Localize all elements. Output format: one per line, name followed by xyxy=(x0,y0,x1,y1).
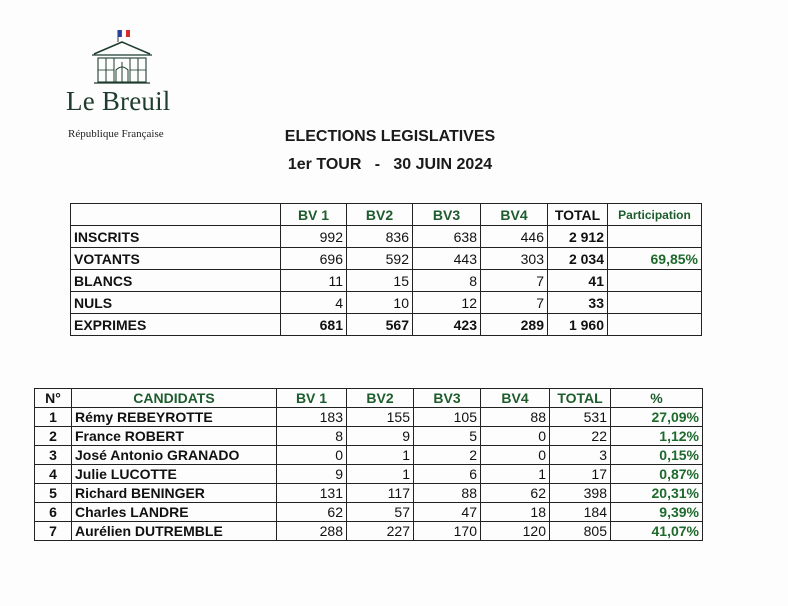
logo-subtitle: République Française xyxy=(68,128,164,140)
cell-candidate-name: Richard BENINGER xyxy=(72,484,277,503)
cell-bv1: 992 xyxy=(281,226,347,248)
cell-participation xyxy=(608,270,702,292)
cell-bv3: 8 xyxy=(413,270,481,292)
cell-bv3: 12 xyxy=(413,292,481,314)
cell-bv2: 567 xyxy=(347,314,413,336)
cell-percent: 0,87% xyxy=(611,465,703,484)
table-row xyxy=(35,427,703,446)
cell-total: 17 xyxy=(550,465,611,484)
header-percent: % xyxy=(611,389,703,408)
cell-total: 531 xyxy=(550,408,611,427)
cell-bv3: 88 xyxy=(414,484,481,503)
cell-bv2: 1 xyxy=(347,465,414,484)
header-blank-cell xyxy=(71,204,281,226)
cell-number: 4 xyxy=(35,465,72,484)
cell-bv1: 681 xyxy=(281,314,347,336)
row-label: EXPRIMES xyxy=(71,314,281,336)
header-number: N° xyxy=(35,389,72,408)
cell-bv4: 88 xyxy=(481,408,550,427)
cell-bv2: 10 xyxy=(347,292,413,314)
cell-percent: 1,12% xyxy=(611,427,703,446)
header-total: TOTAL xyxy=(550,389,611,408)
header-bv2: BV2 xyxy=(347,204,413,226)
cell-percent: 27,09% xyxy=(611,408,703,427)
table-row xyxy=(35,484,703,503)
cell-bv1: 11 xyxy=(281,270,347,292)
cell-number: 5 xyxy=(35,484,72,503)
participation-header-row xyxy=(71,204,702,226)
cell-bv3: 6 xyxy=(414,465,481,484)
cell-number: 2 xyxy=(35,427,72,446)
cell-bv2: 9 xyxy=(347,427,414,446)
table-row xyxy=(71,248,702,270)
cell-bv3: 638 xyxy=(413,226,481,248)
cell-bv1: 696 xyxy=(281,248,347,270)
cell-total: 398 xyxy=(550,484,611,503)
candidates-table xyxy=(34,388,703,541)
cell-bv3: 2 xyxy=(414,446,481,465)
cell-percent: 41,07% xyxy=(611,522,703,541)
header-total: TOTAL xyxy=(548,204,608,226)
cell-bv1: 9 xyxy=(277,465,347,484)
cell-bv1: 131 xyxy=(277,484,347,503)
table-row xyxy=(71,226,702,248)
cell-total: 2 034 xyxy=(548,248,608,270)
cell-bv3: 47 xyxy=(414,503,481,522)
cell-total: 1 960 xyxy=(548,314,608,336)
cell-bv1: 288 xyxy=(277,522,347,541)
cell-candidate-name: France ROBERT xyxy=(72,427,277,446)
cell-bv2: 592 xyxy=(347,248,413,270)
cell-bv2: 227 xyxy=(347,522,414,541)
cell-bv4: 289 xyxy=(481,314,548,336)
page-subtitle: 1er TOUR - 30 JUIN 2024 xyxy=(287,156,493,173)
cell-bv3: 105 xyxy=(414,408,481,427)
cell-percent: 9,39% xyxy=(611,503,703,522)
cell-bv2: 15 xyxy=(347,270,413,292)
cell-percent: 20,31% xyxy=(611,484,703,503)
cell-number: 3 xyxy=(35,446,72,465)
cell-bv4: 303 xyxy=(481,248,548,270)
table-row xyxy=(71,314,702,336)
cell-candidate-name: Rémy REBEYROTTE xyxy=(72,408,277,427)
table-row xyxy=(35,503,703,522)
cell-participation xyxy=(608,226,702,248)
table-row xyxy=(35,522,703,541)
cell-bv2: 117 xyxy=(347,484,414,503)
header-bv4: BV4 xyxy=(481,204,548,226)
cell-participation: 69,85% xyxy=(608,248,702,270)
cell-bv2: 1 xyxy=(347,446,414,465)
page-title: ELECTIONS LEGISLATIVES xyxy=(284,128,496,145)
cell-bv1: 183 xyxy=(277,408,347,427)
cell-bv4: 7 xyxy=(481,270,548,292)
header-bv3: BV3 xyxy=(414,389,481,408)
header-participation: Participation xyxy=(608,204,702,226)
participation-table xyxy=(70,203,702,336)
cell-bv4: 120 xyxy=(481,522,550,541)
header-candidates: CANDIDATS xyxy=(72,389,277,408)
cell-bv4: 7 xyxy=(481,292,548,314)
cell-bv1: 4 xyxy=(281,292,347,314)
cell-total: 3 xyxy=(550,446,611,465)
cell-number: 7 xyxy=(35,522,72,541)
header-bv2: BV2 xyxy=(347,389,414,408)
cell-bv2: 57 xyxy=(347,503,414,522)
cell-total: 41 xyxy=(548,270,608,292)
cell-bv2: 155 xyxy=(347,408,414,427)
row-label: NULS xyxy=(71,292,281,314)
cell-bv1: 8 xyxy=(277,427,347,446)
cell-bv4: 18 xyxy=(481,503,550,522)
cell-total: 33 xyxy=(548,292,608,314)
cell-percent: 0,15% xyxy=(611,446,703,465)
cell-candidate-name: José Antonio GRANADO xyxy=(72,446,277,465)
row-label: VOTANTS xyxy=(71,248,281,270)
header-bv1: BV 1 xyxy=(281,204,347,226)
table-row xyxy=(35,446,703,465)
row-label: BLANCS xyxy=(71,270,281,292)
cell-candidate-name: Aurélien DUTREMBLE xyxy=(72,522,277,541)
cell-number: 6 xyxy=(35,503,72,522)
cell-bv4: 62 xyxy=(481,484,550,503)
table-row xyxy=(35,465,703,484)
town-hall-icon xyxy=(88,28,158,86)
cell-bv1: 0 xyxy=(277,446,347,465)
cell-bv1: 62 xyxy=(277,503,347,522)
candidates-header-row xyxy=(35,389,703,408)
cell-candidate-name: Julie LUCOTTE xyxy=(72,465,277,484)
header-bv1: BV 1 xyxy=(277,389,347,408)
cell-total: 184 xyxy=(550,503,611,522)
cell-candidate-name: Charles LANDRE xyxy=(72,503,277,522)
header-bv4: BV4 xyxy=(481,389,550,408)
cell-bv4: 0 xyxy=(481,446,550,465)
cell-bv3: 443 xyxy=(413,248,481,270)
cell-bv3: 423 xyxy=(413,314,481,336)
table-row xyxy=(71,292,702,314)
cell-total: 22 xyxy=(550,427,611,446)
cell-participation xyxy=(608,292,702,314)
table-row xyxy=(71,270,702,292)
cell-bv4: 0 xyxy=(481,427,550,446)
cell-bv3: 5 xyxy=(414,427,481,446)
cell-bv2: 836 xyxy=(347,226,413,248)
cell-bv4: 446 xyxy=(481,226,548,248)
cell-participation xyxy=(608,314,702,336)
cell-total: 2 912 xyxy=(548,226,608,248)
cell-total: 805 xyxy=(550,522,611,541)
header-bv3: BV3 xyxy=(413,204,481,226)
cell-bv4: 1 xyxy=(481,465,550,484)
cell-number: 1 xyxy=(35,408,72,427)
table-row xyxy=(35,408,703,427)
logo-town-name: Le Breuil xyxy=(66,86,171,116)
cell-bv3: 170 xyxy=(414,522,481,541)
row-label: INSCRITS xyxy=(71,226,281,248)
